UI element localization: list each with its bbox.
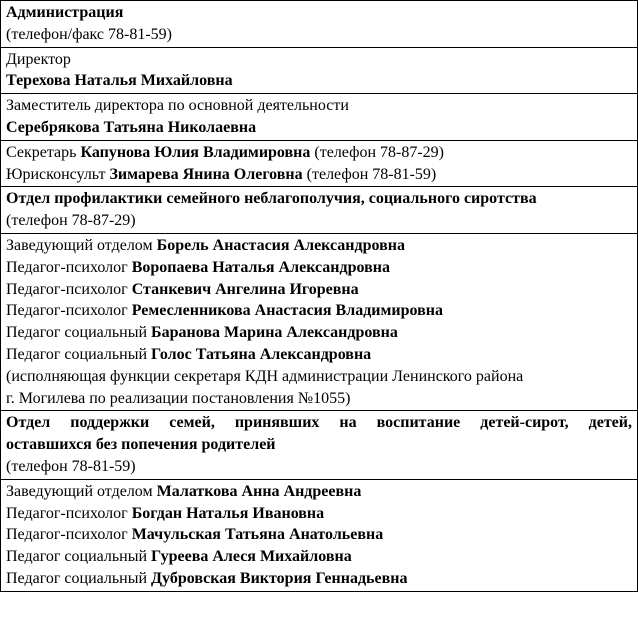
person-name: Дубровская Виктория Геннадьевна [151, 569, 408, 587]
phone-text: (телефон 78-87-29) [6, 212, 136, 230]
secretary-lawyer-cell [1, 140, 638, 187]
note-text: г. Могилева по реализации постановления №1055) [6, 389, 351, 407]
list-item: Юрисконсульт Зимарева Янина Олеговна (телефон 78-81-59) [6, 165, 437, 183]
table-row [1, 47, 638, 94]
administration-cell [1, 1, 638, 48]
director-cell [1, 47, 638, 94]
dept2-staff-cell [1, 479, 638, 591]
table-row [1, 1, 638, 48]
person-name: Мачульская Татьяна Анатольевна [131, 526, 384, 544]
person-name: Капунова Юлия Владимировна [80, 143, 311, 161]
person-name: Малаткова Анна Андреевна [156, 482, 362, 500]
person-name: Воропаева Наталья Александровна [131, 258, 390, 276]
position-text: Заместитель директора по основной деятельности [6, 97, 349, 115]
table-row [1, 479, 638, 591]
deputy-cell [1, 94, 638, 141]
list-item: Педагог социальный Голос Татьяна Александровна [6, 345, 372, 363]
section-title: Отдел поддержки семей, принявших на воспитание детей-сирот, детей, [6, 414, 632, 432]
section-title: Отдел профилактики семейного неблагополучия, социального сиротства [6, 190, 537, 208]
person-name: Зимарева Янина Олеговна [109, 165, 303, 183]
table-row [1, 140, 638, 187]
person-name: Борель Анастасия Александровна [156, 236, 405, 254]
position-text: Директор [6, 50, 71, 68]
dept2-header-cell [1, 411, 638, 479]
list-item: Педагог-психолог Станкевич Ангелина Игоревна [6, 280, 359, 298]
phone-text: (телефон/факс 78-81-59) [6, 25, 173, 43]
person-name: Терехова Наталья Михайловна [6, 72, 233, 90]
list-item: Педагог-психолог Ремесленникова Анастасия Владимировна [6, 302, 443, 320]
list-item: Секретарь Капунова Юлия Владимировна (телефон 78-87-29) [6, 143, 445, 161]
list-item: Заведующий отделом Малаткова Анна Андреевна [6, 482, 362, 500]
person-name: Баранова Марина Александровна [151, 324, 398, 342]
table-row [1, 94, 638, 141]
table-row [1, 233, 638, 410]
person-name: Богдан Наталья Ивановна [131, 504, 325, 522]
list-item: Педагог-психолог Богдан Наталья Ивановна [6, 504, 325, 522]
list-item: Педагог социальный Баранова Марина Александровна [6, 324, 398, 342]
person-name: Голос Татьяна Александровна [151, 345, 372, 363]
list-item: Педагог-психолог Мачульская Татьяна Анатольевна [6, 526, 384, 544]
person-name: Серебрякова Татьяна Николаевна [6, 118, 257, 136]
list-item: Педагог социальный Дубровская Виктория Геннадьевна [6, 569, 408, 587]
list-item: Педагог-психолог Воропаева Наталья Александровна [6, 258, 390, 276]
table-row [1, 411, 638, 479]
section-title: оставшихся без попечения родителей [6, 436, 276, 454]
section-title: Администрация [6, 4, 124, 21]
dept1-header-cell [1, 187, 638, 234]
dept1-staff-cell [1, 233, 638, 410]
person-name: Гуреева Алеся Михайловна [151, 548, 352, 566]
note-text: (исполняющая функции секретаря КДН администрации Ленинского района [6, 367, 524, 385]
table-row [1, 187, 638, 234]
person-name: Станкевич Ангелина Игоревна [131, 280, 359, 298]
list-item: Педагог социальный Гуреева Алеся Михайловна [6, 548, 352, 566]
list-item: Заведующий отделом Борель Анастасия Александровна [6, 236, 405, 254]
person-name: Ремесленникова Анастасия Владимировна [131, 302, 443, 320]
phone-text: (телефон 78-81-59) [6, 457, 136, 475]
